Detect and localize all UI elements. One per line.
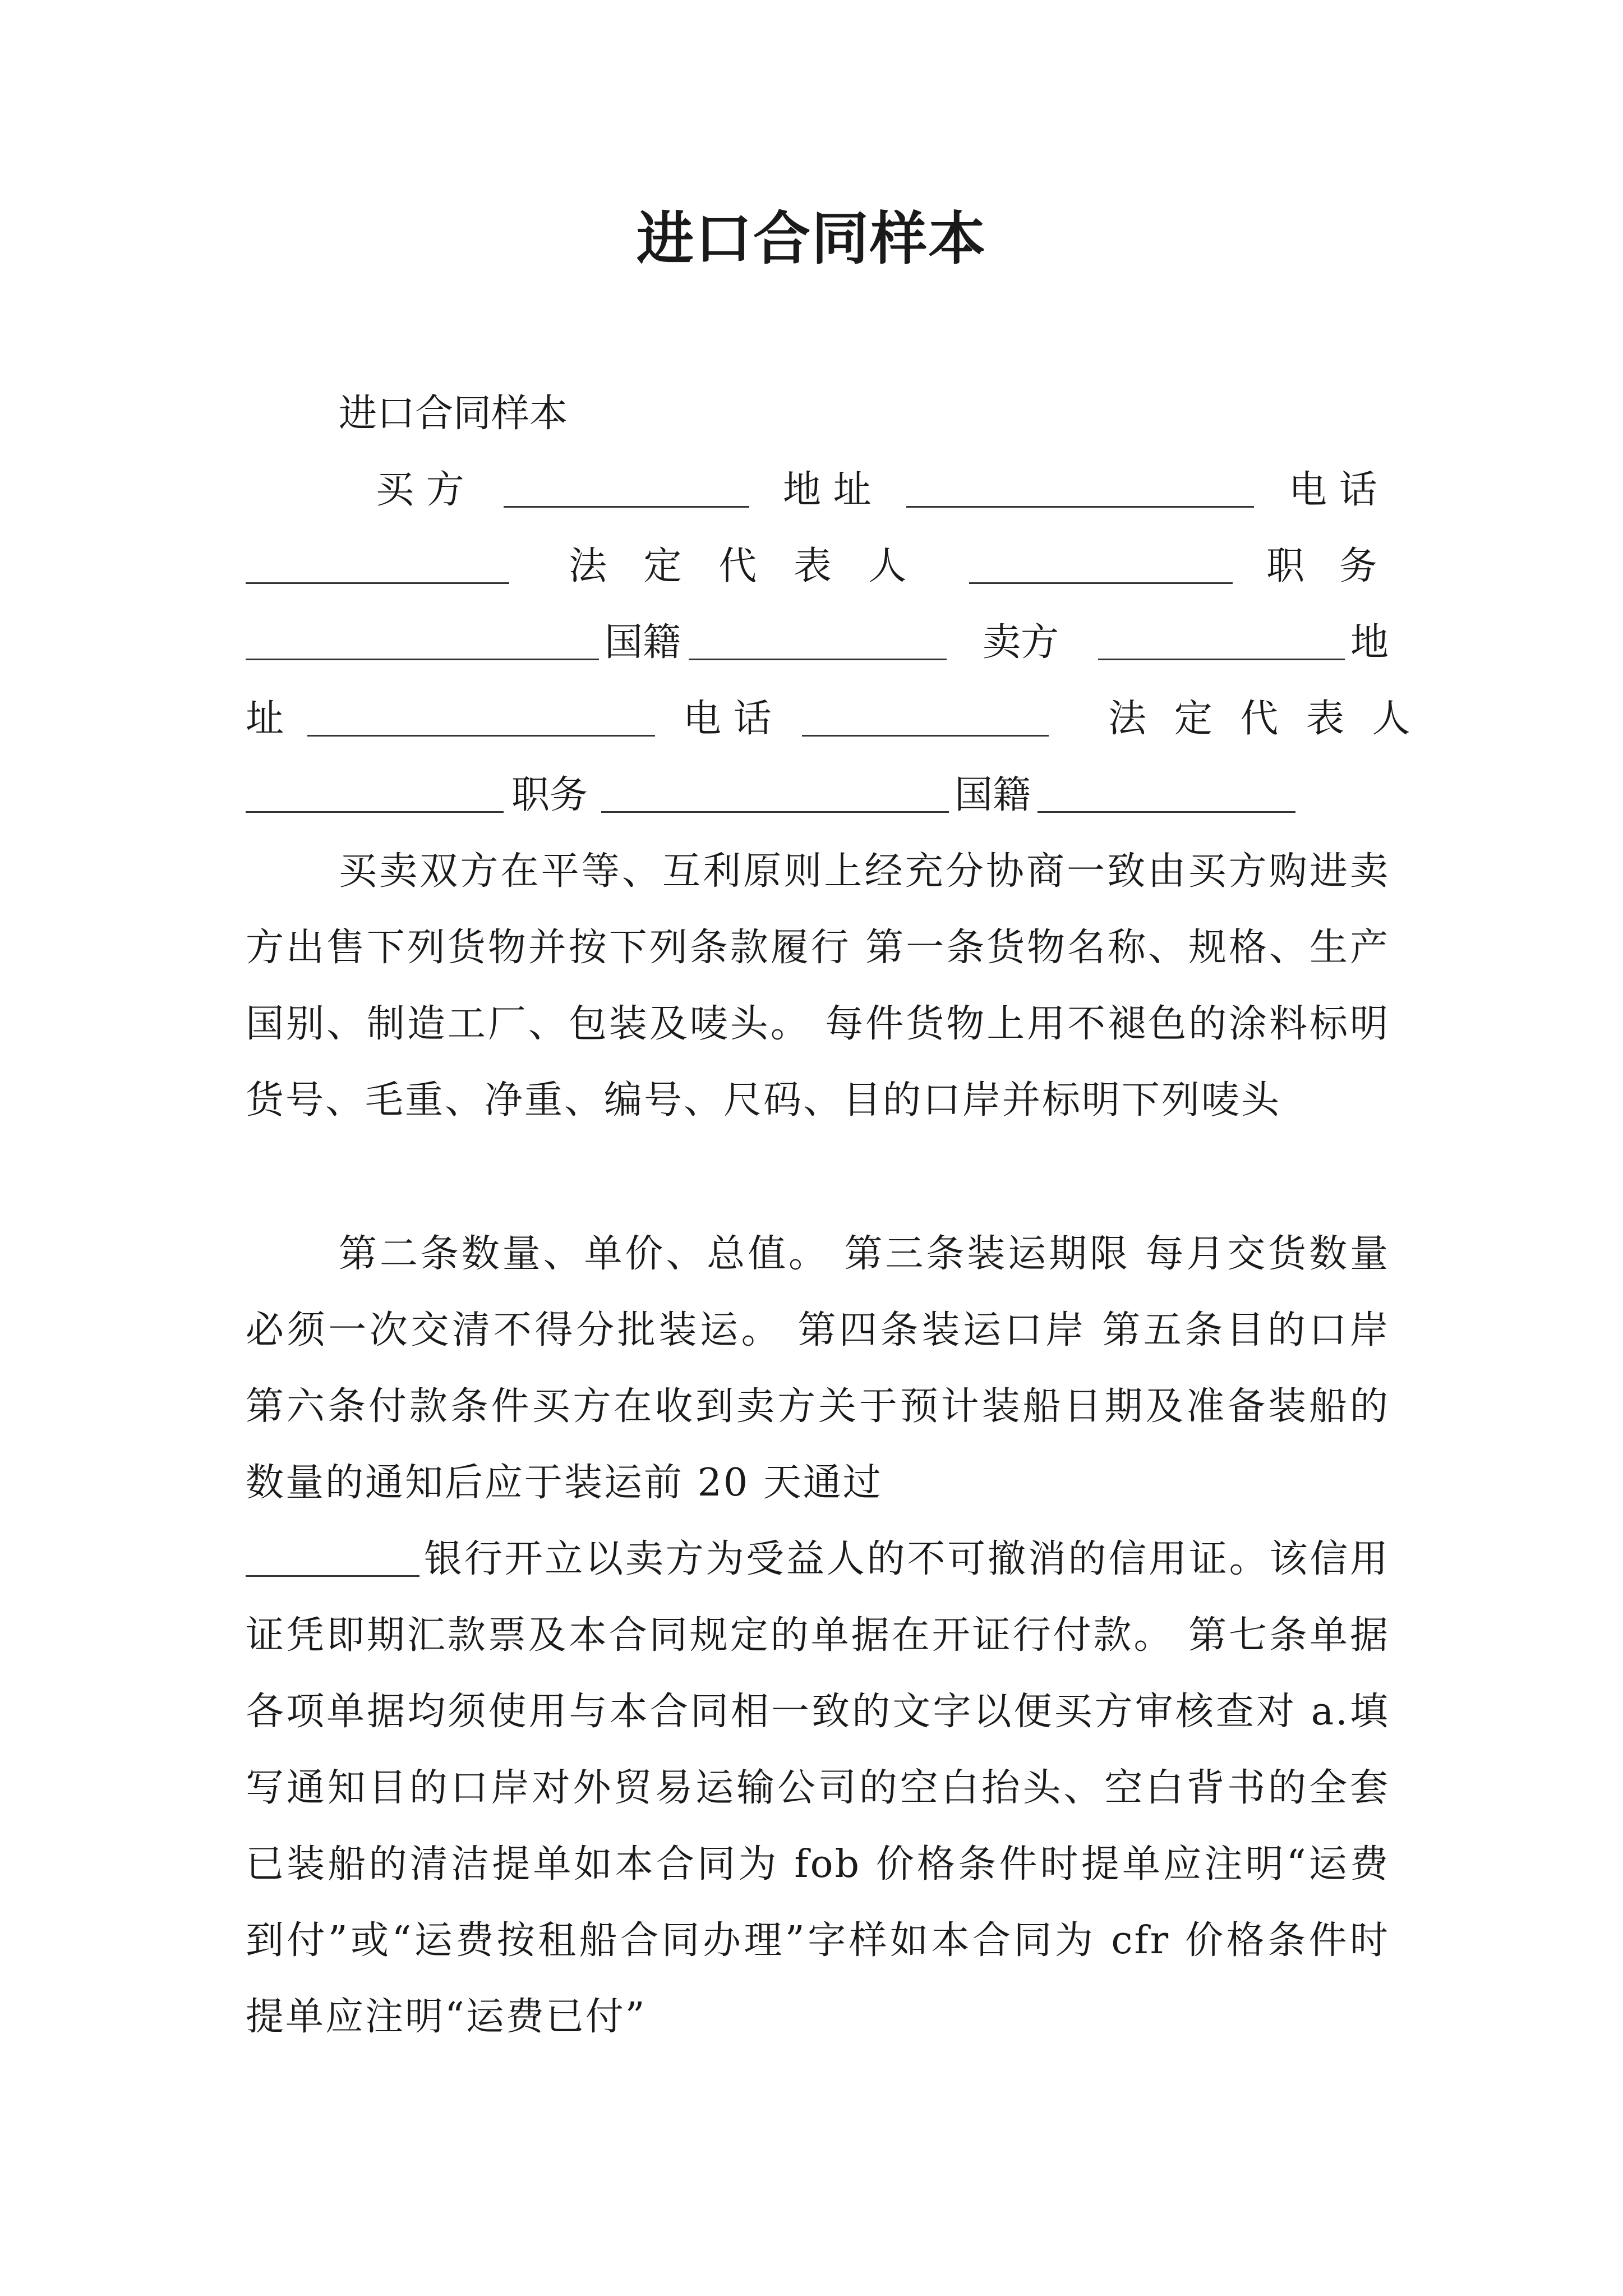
paragraph-article-1: 买卖双方在平等、互利原则上经充分协商一致由买方购进卖方出售下列货物并按下列条款履行 第一条货物名称、规格、生产国别、制造工厂、包装及唛头。 每件货物上用不褪色的涂料标明货号、毛重、净重、编号、尺码、目的口岸并标明下列唛头: [246, 849, 1390, 1122]
document-title: 进口合同样本: [637, 206, 986, 273]
seller-position-label: 职务: [511, 773, 588, 817]
legal-rep-blank[interactable]: [969, 582, 1233, 584]
seller-phone-label: 电 话: [683, 697, 772, 741]
buyer-blank[interactable]: [504, 506, 749, 508]
position-blank[interactable]: [246, 659, 599, 660]
party-line-5: [246, 757, 1390, 834]
party-line-2: [246, 528, 1390, 605]
position-label: 职 务: [1266, 544, 1389, 588]
seller-address-label-part2: 址: [246, 697, 284, 741]
nationality-blank[interactable]: [689, 659, 947, 660]
seller-phone-blank[interactable]: [802, 735, 1049, 737]
phone-label: 电 话: [1289, 468, 1377, 512]
seller-blank[interactable]: [1098, 659, 1345, 660]
legal-rep-label: 法 定 代 表 人: [569, 544, 919, 588]
seller-nationality-label: 国籍: [955, 773, 1031, 817]
nationality-label: 国籍: [605, 620, 681, 665]
party-line-4: [246, 681, 1418, 757]
paragraph-articles-6-7: 银行开立以卖方为受益人的不可撤消的信用证。该信用证凭即期汇款票及本合同规定的单据在开证行付款。 第七条单据各项单据均须使用与本合同相一致的文字以便买方审核查对 a.填写通知目的口岸对外贸易运输公司的空白抬头、空白背书的全套已装船的清洁提单如本合同为 fob 价格条件时提单应注明“运费到付”或“运费按租船合同办理”字样如本合同为 cfr 价格条件时提单应注明“运费已付”: [246, 1537, 1390, 2039]
address-blank[interactable]: [906, 506, 1254, 508]
phone-blank[interactable]: [246, 582, 509, 584]
document-subtitle: 进口合同样本: [339, 392, 568, 436]
address-label: 地 址: [783, 468, 872, 512]
party-line-3: [246, 605, 1390, 681]
paragraph-articles-2-6: 第二条数量、单价、总值。 第三条装运期限 每月交货数量必须一次交清不得分批装运。 第四条装运口岸 第五条目的口岸 第六条付款条件买方在收到卖方关于预计装船日期及准备装船的数量的通知后应于装运前 20 天通过: [246, 1232, 1390, 1505]
seller-nationality-blank[interactable]: [1038, 811, 1295, 813]
seller-address-blank[interactable]: [307, 735, 655, 737]
party-line-1: [246, 452, 1390, 528]
seller-address-label-part1: 地: [1350, 620, 1389, 665]
seller-position-blank[interactable]: [601, 811, 949, 813]
buyer-label: 买 方: [376, 468, 464, 512]
seller-legal-rep-label: 法 定 代 表 人: [1108, 697, 1418, 741]
seller-label: 卖方: [983, 620, 1059, 665]
seller-legal-rep-blank[interactable]: [246, 811, 504, 813]
